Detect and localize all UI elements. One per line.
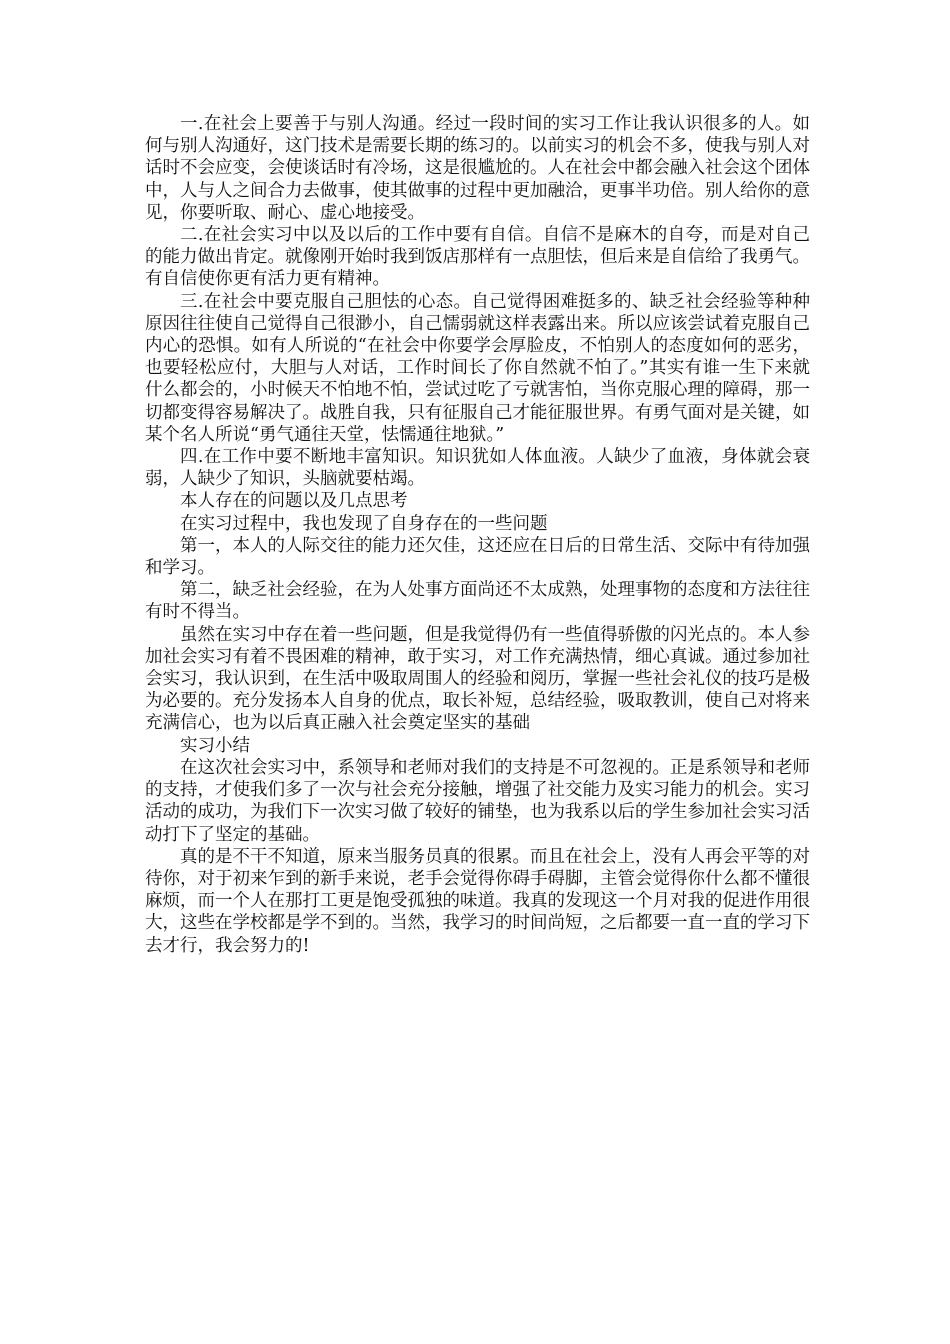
section-heading-problems: 本人存在的问题以及几点思考 — [180, 491, 408, 512]
paragraph-confidence: 二.在社会实习中以及以后的工作中要有自信。自信不是麻木的自夸，而是对自己的能力做出肯定。就像刚开始时我到饭店那样有一点胆怯，但后来是自信给了我勇气。有自信使你更有活力更有精神。 — [145, 225, 810, 290]
paragraph-summary-support: 在这次社会实习中，系领导和老师对我们的支持是不可忽视的。正是系领导和老师的支持，才使我们多了一次与社会充分接触，增强了社交能力及实习能力的机会。实习活动的成功，为我们下一次实习做了较好的铺垫，也为我系以后的学生参加社会实习活动打下了坚定的基础。 — [145, 757, 810, 845]
paragraph-problems-intro: 在实习过程中，我也发现了自身存在的一些问题 — [180, 513, 548, 534]
paragraph-communication: 一.在社会上要善于与别人沟通。经过一段时间的实习工作让我认识很多的人。如何与别人沟通好，这门技术是需要长期的练习的。以前实习的机会不多，使我与别人对话时不会应变，会使谈话时有冷场，这是很尴尬的。人在社会中都会融入社会这个团体中，人与人之间合力去做事，使其做事的过程中更加融洽，更事半功倍。别人给你的意见，你要听取、耐心、虚心地接受。 — [145, 114, 810, 223]
paragraph-highlights: 虽然在实习中存在着一些问题，但是我觉得仍有一些值得骄傲的闪光点的。本人参加社会实习有着不畏困难的精神，敢于实习，对工作充满热情，细心真诚。通过参加社会实习，我认识到，在生活中吸取周围人的经验和阅历，掌握一些社会礼仪的技巧是极为必要的。充分发扬本人自身的优点，取长补短，总结经验，吸取教训，使自己对将来充满信心，也为以后真正融入社会奠定坚实的基础 — [145, 624, 810, 734]
paragraph-overcome-timidity: 三.在社会中要克服自己胆怯的心态。自己觉得困难挺多的、缺乏社会经验等种种原因往往使自己觉得自己很渺小，自己懦弱就这样表露出来。所以应该尝试着克服自己内心的恐惧。如有人所说的“在社会中你要学会厚脸皮，不怕别人的态度如何的恶劣，也要轻松应付，大胆与人对话，工作时间长了你自然就不怕了。”其实有谁一生下来就什么都会的，小时候天不怕地不怕，尝试过吃了亏就害怕，当你克服心理的障碍，那一切都变得容易解决了。战胜自我，只有征服自己才能征服世界。有勇气面对是关键，如某个名人所说“勇气通往天堂，怯懦通往地狱。” — [145, 291, 810, 445]
paragraph-enrich-knowledge: 四.在工作中要不断地丰富知识。知识犹如人体血液。人缺少了血液，身体就会衰弱，人缺少了知识，头脑就要枯竭。 — [145, 447, 810, 490]
paragraph-problem-first: 第一，本人的人际交往的能力还欠佳，这还应在日后的日常生活、交际中有待加强和学习。 — [145, 535, 810, 579]
section-heading-summary: 实习小结 — [180, 735, 250, 756]
document-body — [145, 113, 810, 957]
paragraph-problem-second: 第二，缺乏社会经验，在为人处事方面尚还不太成熟，处理事物的态度和方法往往有时不得当。 — [145, 580, 810, 623]
paragraph-summary-reflection: 真的是不干不知道，原来当服务员真的很累。而且在社会上，没有人再会平等的对待你，对于初来乍到的新手来说，老手会觉得你碍手碍脚，主管会觉得你什么都不懂很麻烦，而一个人在那打工更是饱受孤独的味道。我真的发现这一个月对我的促进作用很大，这些在学校都是学不到的。当然，我学习的时间尚短，之后都要一直一直的学习下去才行，我会努力的! — [145, 846, 810, 956]
